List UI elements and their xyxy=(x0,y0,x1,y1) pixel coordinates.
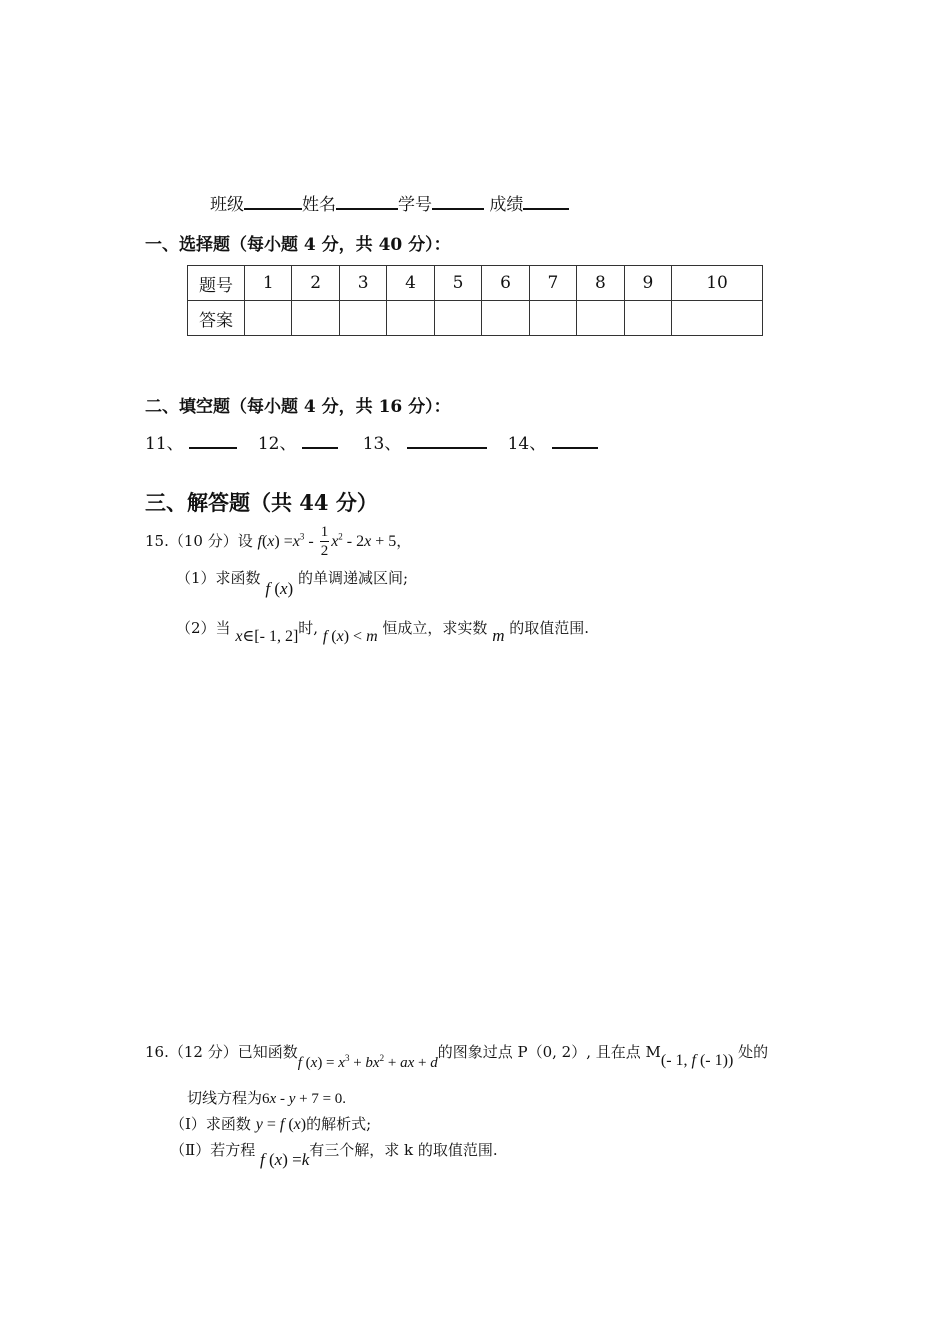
q16-tangent-line xyxy=(187,1087,346,1108)
q16-function: f $(x) = x^3 + bx^2$ + ax + d xyxy=(297,1053,438,1071)
table-cell: 8 xyxy=(577,266,624,301)
q16-part2-suffix: 有三个解，求 k 的取值范围. xyxy=(309,1141,498,1159)
blank-13[interactable] xyxy=(407,431,487,449)
section3-title: 三、解答题（共 44 分） xyxy=(145,490,378,515)
q16-part1-suffix: 的解析式; xyxy=(306,1115,372,1133)
q15-part2-suffix: 的取值范围. xyxy=(509,619,590,637)
fx-expr: f (x) xyxy=(265,579,294,598)
answer-cell[interactable] xyxy=(339,301,386,336)
name-blank[interactable] xyxy=(336,192,398,210)
id-blank[interactable] xyxy=(432,192,484,210)
blank-11[interactable] xyxy=(189,431,237,449)
q15-part1-suffix: 的单调递减区间; xyxy=(297,569,409,587)
id-label: 学号 xyxy=(398,195,432,215)
answer-header: 答案 xyxy=(188,301,245,336)
answer-cell[interactable] xyxy=(577,301,624,336)
q15-part1 xyxy=(176,567,409,598)
blank-12[interactable] xyxy=(302,431,338,449)
fill-blanks-line xyxy=(145,429,598,454)
q16-intro: （12 分）已知函数 xyxy=(168,1043,298,1061)
answer-cell[interactable] xyxy=(245,301,292,336)
answer-cell[interactable] xyxy=(672,301,763,336)
table-cell: 2 xyxy=(292,266,339,301)
table-cell: 6 xyxy=(482,266,529,301)
q15-part2-prefix: （2）当 xyxy=(176,619,231,637)
score-label: 成绩 xyxy=(489,195,524,215)
name-label: 姓名 xyxy=(302,195,336,215)
q15-statement: 15.（10 分）设 $f(x) =x^3$ - $\frac{1}{2}$ $x^2 - 2x + 5$， xyxy=(145,524,412,559)
table-cell: 7 xyxy=(529,266,576,301)
q15-part2-mid1: 时, xyxy=(298,619,319,637)
answer-cell[interactable] xyxy=(387,301,434,336)
answer-cell[interactable] xyxy=(529,301,576,336)
table-cell: 9 xyxy=(624,266,671,301)
blank-label-12: 12、 xyxy=(257,434,297,454)
table-cell: 5 xyxy=(434,266,481,301)
q15-part2 xyxy=(176,617,590,645)
q15-part1-prefix: （1）求函数 xyxy=(176,569,261,587)
answer-cell[interactable] xyxy=(292,301,339,336)
table-row xyxy=(188,266,763,301)
q15-number: 15. xyxy=(145,532,169,550)
blank-label-13: 13、 xyxy=(362,434,402,454)
interval-expr: x∈[- 1, 2] xyxy=(235,628,299,645)
answer-cell[interactable] xyxy=(482,301,529,336)
section2-title: 二、填空题（每小题 4 分，共 16 分）： xyxy=(145,397,451,417)
q16-tangent-label: 切线方程为 xyxy=(187,1089,263,1107)
section1-title: 一、选择题（每小题 4 分，共 40 分）： xyxy=(145,235,451,255)
q16-number: 16. xyxy=(145,1043,169,1061)
answer-cell[interactable] xyxy=(434,301,481,336)
table-cell: 4 xyxy=(387,266,434,301)
inequality-expr: f (x) < m xyxy=(322,628,378,645)
y-fx-expr: y = f (x) xyxy=(255,1116,307,1133)
q16-part1-prefix: （Ⅰ）求函数 xyxy=(170,1115,251,1133)
q16-at-end: 处的 xyxy=(738,1043,769,1061)
q15-function: f xyxy=(257,533,262,550)
q16-part2 xyxy=(170,1139,498,1169)
q16-part2-prefix: （Ⅱ）若方程 xyxy=(170,1141,256,1159)
class-label: 班级 xyxy=(210,195,244,215)
q16-statement xyxy=(145,1041,769,1071)
q16-passes: 的图象过点 P（0, 2）, 且在点 M xyxy=(437,1043,661,1061)
q15-part2-mid2: 恒成立，求实数 xyxy=(382,619,488,637)
blank-label-14: 14、 xyxy=(507,434,547,454)
m-variable: m xyxy=(492,626,505,645)
q15-comma: ， xyxy=(396,532,412,550)
class-blank[interactable] xyxy=(244,192,302,210)
table-cell: 1 xyxy=(245,266,292,301)
blank-14[interactable] xyxy=(552,431,598,449)
half-fraction: $\frac{1}{2}$ xyxy=(320,524,329,559)
blank-label-11: 11、 xyxy=(145,434,184,454)
q16-part1 xyxy=(170,1113,371,1134)
table-cell: 3 xyxy=(339,266,386,301)
point-m-expr: (- 1, f (- 1)) xyxy=(660,1052,734,1069)
table-row xyxy=(188,301,763,336)
table-cell: 10 xyxy=(672,266,763,301)
q15-points: （10 分）设 xyxy=(168,532,253,550)
answer-table xyxy=(187,265,763,336)
score-blank[interactable] xyxy=(523,192,569,210)
question-number-header: 题号 xyxy=(188,266,245,301)
tangent-equation: 6x - y + 7 = 0. xyxy=(262,1091,347,1107)
student-info-line xyxy=(210,190,569,215)
fx-equals-k: f (x) =k xyxy=(259,1150,310,1169)
answer-cell[interactable] xyxy=(624,301,671,336)
